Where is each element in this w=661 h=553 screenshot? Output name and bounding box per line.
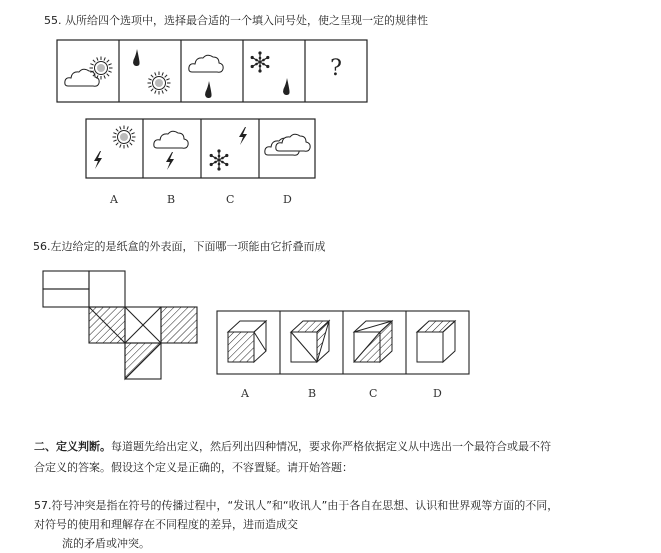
q55-option-d-label[interactable]: D bbox=[283, 193, 292, 206]
q57-line2: 对符号的使用和理解存在不同程度的差异，进而造成交 bbox=[34, 518, 298, 531]
cube-b bbox=[291, 321, 329, 362]
opt-c-snowflake-icon bbox=[210, 149, 229, 170]
q57-text bbox=[34, 496, 654, 553]
q57-line3: 流的矛盾或冲突。 bbox=[62, 537, 150, 550]
seq-1-cloud-icon bbox=[65, 69, 99, 86]
q56-option-d-label[interactable]: D bbox=[433, 387, 442, 400]
q57-line1: 57.符号冲突是指在符号的传播过程中，“发讯人”和“收讯人”由于各自在思想、认识和世界观等方面的不同， bbox=[34, 499, 559, 512]
q55-option-boxes bbox=[86, 119, 315, 178]
q55-option-b-label[interactable]: B bbox=[167, 193, 176, 206]
opt-d-cloud-icon-1 bbox=[265, 138, 299, 155]
q55-text: 从所给四个选项中，选择最合适的一个填入问号处，使之呈现一定的规律性 bbox=[65, 14, 428, 27]
opt-b-lightning-icon bbox=[166, 152, 174, 170]
q56-option-b-label[interactable]: B bbox=[308, 387, 317, 400]
q55-sep: . bbox=[58, 14, 62, 27]
q55-option-c-label[interactable]: C bbox=[226, 193, 235, 206]
seq-2-raindrop-icon bbox=[133, 49, 139, 66]
opt-c-lightning-icon bbox=[239, 127, 247, 145]
seq-1-sun-icon bbox=[90, 57, 113, 80]
opt-a-lightning-icon bbox=[94, 151, 102, 169]
q55-option-a-label[interactable]: A bbox=[110, 193, 118, 206]
q56-option-a-label[interactable]: A bbox=[241, 387, 249, 400]
section2-heading: 二、定义判断。 bbox=[34, 440, 111, 453]
seq-3-cloud-icon bbox=[189, 55, 223, 72]
section2-text-line2: 合定义的答案。假设这个定义是正确的，不容置疑。请开始答题： bbox=[34, 461, 353, 474]
opt-b-cloud-icon bbox=[154, 131, 188, 148]
q56-title: 56.左边给定的是纸盒的外表面，下面哪一项能由它折叠而成 bbox=[33, 240, 326, 253]
section2-text-line1: 每道题先给出定义，然后列出四种情况，要求你严格依据定义从中选出一个最符合或最不符 bbox=[111, 440, 551, 453]
q55-question-mark: ? bbox=[330, 56, 342, 81]
q56-unfolded-net bbox=[43, 271, 197, 379]
seq-3-raindrop-icon bbox=[205, 81, 211, 98]
section2-intro bbox=[34, 436, 654, 478]
cube-c bbox=[354, 321, 392, 362]
q56-option-c-label[interactable]: C bbox=[369, 387, 378, 400]
opt-d-cloud-icon-2 bbox=[276, 134, 310, 151]
q56-option-boxes bbox=[217, 311, 469, 374]
cube-d bbox=[417, 321, 455, 362]
seq-4-snowflake-icon bbox=[251, 51, 270, 72]
seq-2-sun-icon bbox=[148, 72, 171, 95]
seq-4-raindrop-icon bbox=[283, 78, 289, 95]
cube-a bbox=[228, 321, 266, 362]
opt-a-sun-icon bbox=[113, 126, 136, 149]
q55-number: 55 bbox=[44, 14, 58, 27]
q55-title bbox=[44, 14, 428, 28]
